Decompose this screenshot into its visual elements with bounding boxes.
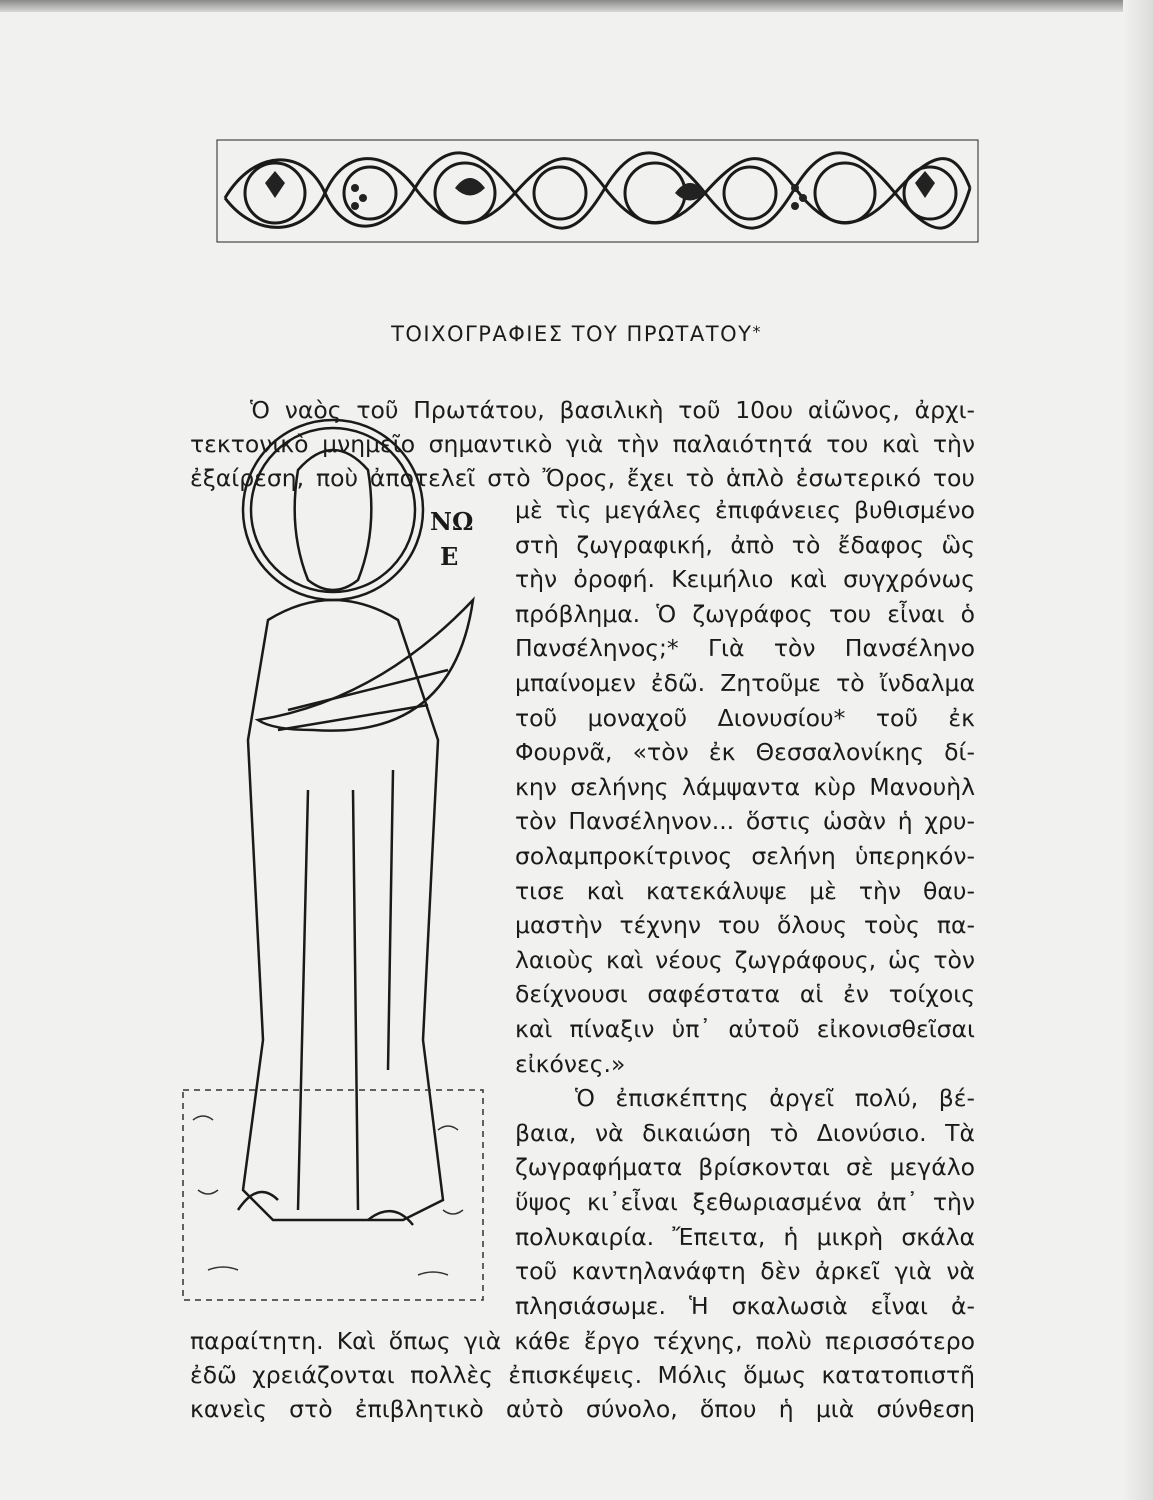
inscription-noah-line1: ΝΩ [430,507,474,536]
page-title [0,322,1153,346]
text-line: τισε καὶ κατεκάλυψε μὲ τὴν θαυ- [515,876,975,905]
scan-right-edge [1123,0,1153,1500]
text-line: μαστὴν τέχνην του ὅλους τοὺς πα- [515,911,975,940]
text-line: μὲ τὶς μεγάλες ἐπιφάνειες βυθισμένο [515,496,975,524]
inscription-noah-line2: Ε [440,542,459,571]
text-line: λαιοὺς καὶ νέους ζωγράφους, ὡς τὸν [515,945,975,974]
text-line: τεκτονικὸ μνημεῖο σημαντικὸ γιὰ τὴν παλαιότητά του καὶ τὴν [190,430,975,458]
text-line: τοῦ καντηλανάφτη δὲν ἀρκεῖ γιὰ νὰ [515,1257,975,1286]
text-line: πλησιάσωμε. Ἡ σκαλωσιὰ εἶναι ἀ- [515,1291,975,1320]
text-line: μπαίνομεν ἐδῶ. Ζητοῦμε τὸ ἴνδαλμα [515,669,975,697]
text-line: εἰκόνες.» [515,1049,626,1078]
scan-top-edge [0,0,1153,12]
text-line: βαια, νὰ δικαιώση τὸ Διονύσιο. Τὰ [515,1118,975,1147]
text-line: τοῦ μοναχοῦ Διονυσίου* τοῦ ἐκ [515,703,975,732]
decorative-headpiece-ornament [215,138,980,244]
text-line: τὴν ὀροφή. Κειμήλιο καὶ συγχρόνως [515,565,975,594]
text-line: κανεὶς στὸ ἐπιβλητικὸ αὐτὸ σύνολο, ὅπου ἡ μιὰ σύνθεση [190,1395,975,1423]
text-line: καὶ πίναξιν ὑπ᾽ αὐτοῦ εἰκονισθεῖσαι [515,1015,975,1043]
text-line: πρόβλημα. Ὁ ζωγράφος του εἶναι ὁ [515,599,975,628]
text-line: Πανσέληνος;* Γιὰ τὸν Πανσέληνο [515,634,975,663]
text-line: πολυκαιρία. Ἔπειτα, ἡ μικρὴ σκάλα [515,1222,975,1251]
text-line: ἐδῶ χρειάζονται πολλὲς ἐπισκέψεις. Μόλις ὅμως κατατοπιστῆ [190,1361,975,1389]
text-line: Φουρνᾶ, «τὸν ἐκ Θεσσαλονίκης δί- [515,738,975,767]
title-text: ΤΟΙΧΟΓΡΑΦΙΕΣ ΤΟΥ ΠΡΩΤΑΤΟΥ [391,322,753,346]
text-line: Ὁ ναὸς τοῦ Πρωτάτου, βασιλικὴ τοῦ 10ου αἰῶνος, ἀρχι- [250,396,975,424]
text-line: ζωγραφήματα βρίσκονται σὲ μεγάλο [515,1153,975,1182]
text-line: δείχνουσι σαφέστατα αἱ ἐν τοίχοις [515,980,975,1009]
text-line: στὴ ζωγραφική, ἀπὸ τὸ ἔδαφος ὣς [515,530,975,559]
text-line: τὸν Πανσέληνον... ὅστις ὡσὰν ἡ χρυ- [515,807,975,836]
text-line: κην σελήνης λάμψαντα κὺρ Μανουὴλ [515,772,975,801]
text-line: ἐξαίρεση, ποὺ ἀποτελεῖ στὸ Ὄρος, ἔχει τὸ ἁπλὸ ἐσωτερικό του [190,464,975,492]
text-line: παραίτητη. Καὶ ὅπως γιὰ κάθε ἔργο τέχνης, πολὺ περισσότερο [190,1327,975,1355]
noah-illustration [178,390,488,1315]
text-line: σολαμπροκίτρινος σελήνη ὑπερηκόν- [515,842,975,870]
text-line: Ὁ ἐπισκέπτης ἀργεῖ πολύ, βέ- [575,1084,975,1113]
text-line: ὕψος κι᾽εἶναι ξεθωριασμένα ἀπ᾽ τὴν [515,1188,975,1216]
footnote-mark: * [752,322,762,341]
